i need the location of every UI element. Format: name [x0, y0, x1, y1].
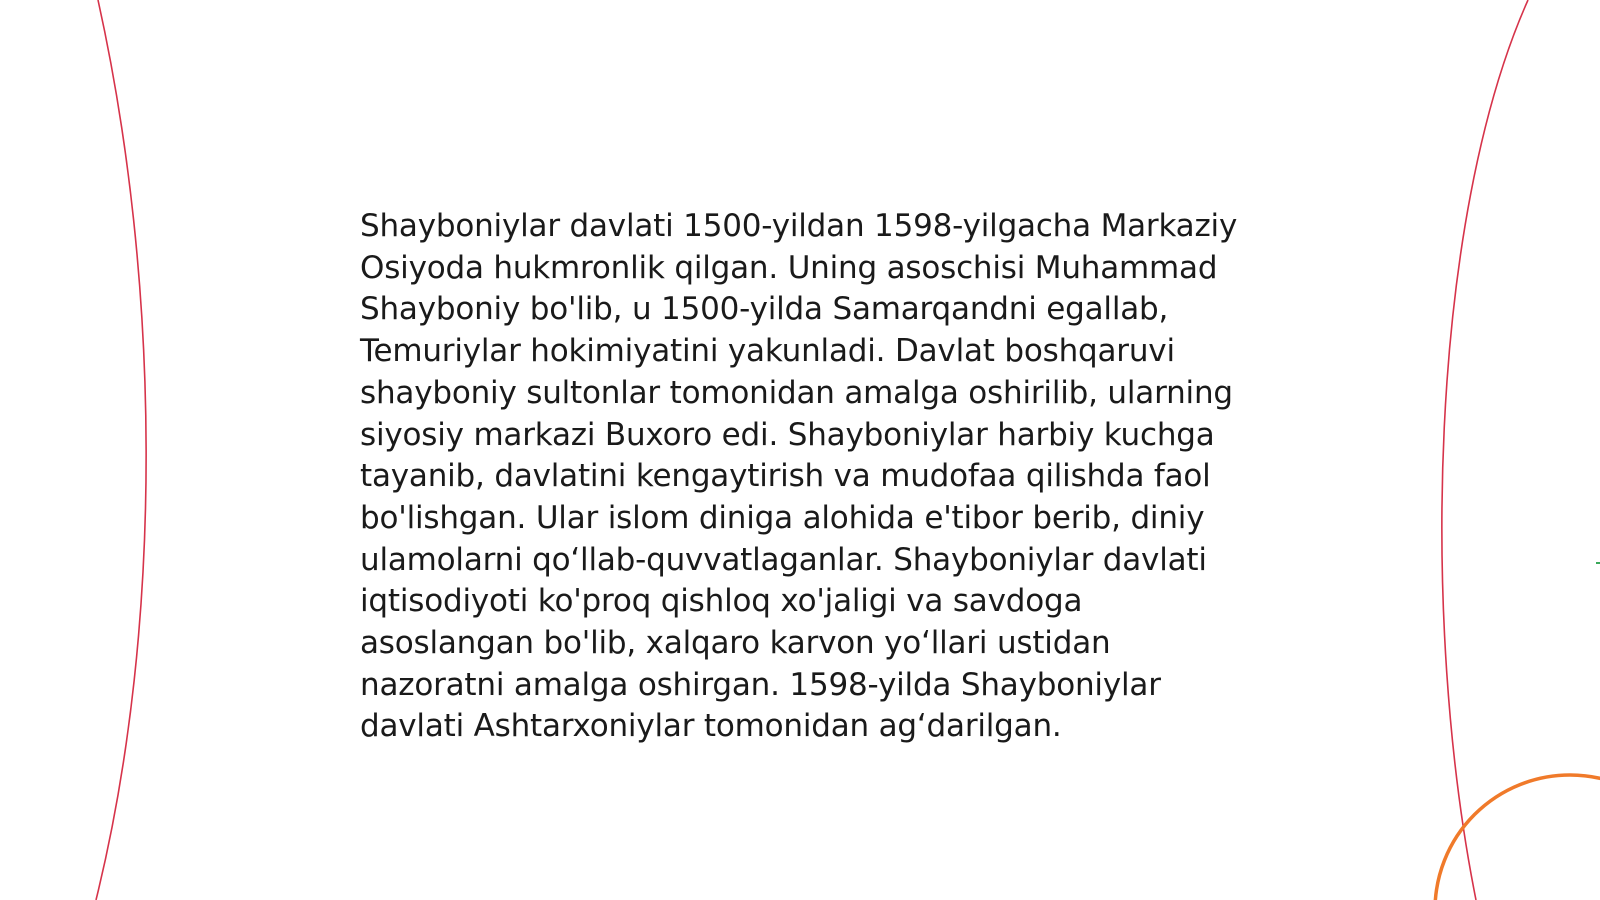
main-paragraph: Shayboniylar davlati 1500-yildan 1598-yilgacha Markaziy Osiyoda hukmronlik qilgan. Uning asoschisi Muhammad Shayboniy bo'lib, u 1500-yilda Samarqandni egallab, Temuriylar hokimiyatini yakunladi. Davlat boshqaruvi shayboniy sultonlar tomonidan amalga oshirilib, ularning siyosiy markazi Buxoro edi. Shayboniylar harbiy kuchga tayanib, davlatini kengaytirish va mudofaa qilishda faol bo'lishgan. Ular islom diniga alohida e'tibor berib, diniy ulamolarni qo‘llab-quvvatlaganlar. Shayboniylar davlati iqtisodiyoti ko'proq qishloq xo'jaligi va savdoga asoslangan bo'lib, xalqaro karvon yo‘llari ustidan nazoratni amalga oshirgan. 1598-yilda Shayboniylar davlati Ashtarxoniylar tomonidan ag‘darilgan.	[360, 208, 1238, 745]
right-arc-line	[1442, 0, 1528, 900]
orange-circle-outline	[1435, 775, 1600, 900]
left-arc-line	[96, 0, 146, 900]
